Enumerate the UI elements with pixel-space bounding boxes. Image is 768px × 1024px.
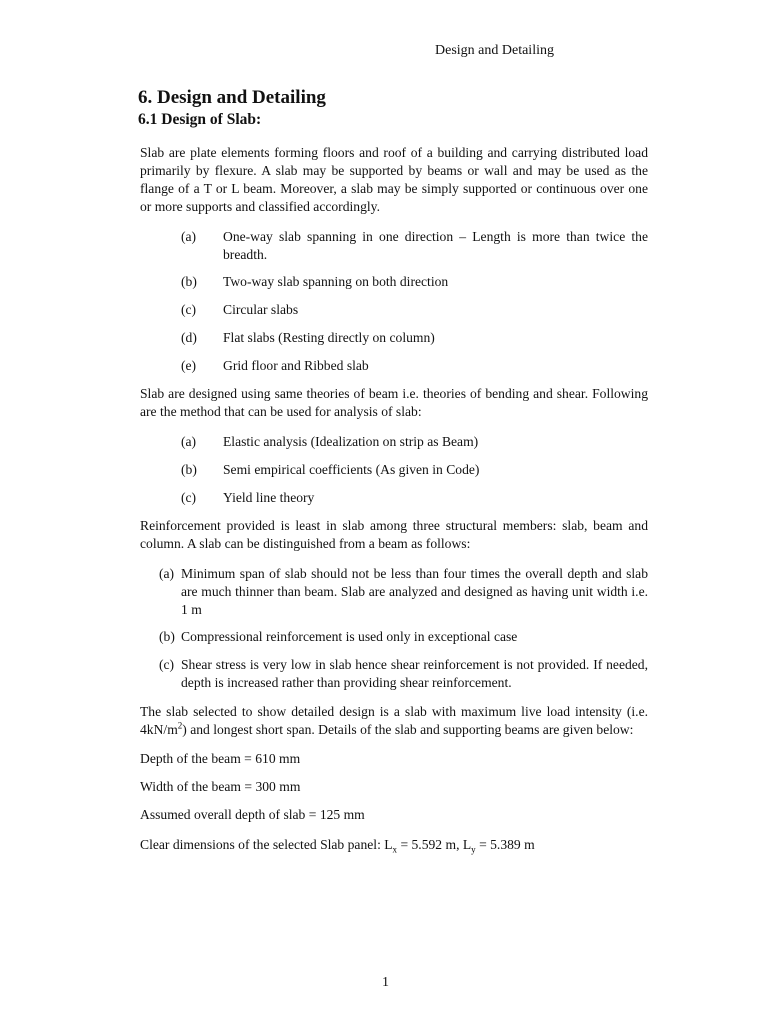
selected-slab-text: The slab selected to show detailed design is a slab with maximum live load intensity (i.e. 4kN/m (140, 704, 648, 737)
selected-slab-text-continued: ) and longest short span. Details of the slab and supporting beams are given below: (182, 722, 634, 737)
list-marker: (a) (181, 229, 197, 244)
analysis-method-item (181, 489, 648, 507)
beam-depth: Depth of the beam = 610 mm (140, 751, 301, 766)
list-marker: (c) (181, 490, 197, 505)
reinforcement-paragraph: Reinforcement provided is least in slab among three structural members: slab, beam and column. A slab can be distinguished from a beam as follows: (140, 518, 648, 551)
intro-paragraph: Slab are plate elements forming floors and roof of a building and carrying distributed load primarily by flexure. A slab may be supported by beams or wall and may be used as the flange of a T or L beam. Moreover, a slab may be simply supported or continuous over one or more supports and classified accordingly. (140, 145, 648, 214)
section-title: 6.1 Design of Slab: (138, 111, 262, 128)
ly-subscript: y (471, 844, 476, 855)
selected-slab-paragraph (140, 703, 648, 739)
analysis-method-item (181, 433, 648, 451)
list-item-text: Semi empirical coefficients (As given in Code) (223, 462, 480, 477)
clear-dimensions (140, 836, 535, 854)
list-item-text: Yield line theory (223, 490, 315, 505)
clear-dimensions-prefix: Clear dimensions of the selected Slab panel: L (140, 837, 393, 852)
ly-value: = 5.389 m (475, 837, 535, 852)
list-item-text: Flat slabs (Resting directly on column) (223, 330, 435, 345)
slab-type-item (181, 228, 648, 264)
slab-depth: Assumed overall depth of slab = 125 mm (140, 807, 365, 822)
list-marker: (b) (159, 629, 175, 644)
slab-type-item (181, 301, 648, 319)
lx-subscript: x (392, 844, 398, 855)
distinction-item (159, 565, 648, 619)
lx-value: = 5.592 m, L (397, 837, 472, 852)
list-marker: (e) (181, 358, 197, 373)
page-number: 1 (382, 975, 389, 990)
slab-type-item (181, 357, 648, 375)
distinction-item (159, 656, 648, 692)
slab-type-item (181, 273, 648, 291)
list-marker: (a) (159, 566, 175, 581)
slab-type-item (181, 329, 648, 347)
list-item-text: Elastic analysis (Idealization on strip as Beam) (223, 434, 479, 449)
list-marker: (b) (181, 274, 197, 289)
list-marker: (d) (181, 330, 197, 345)
list-marker: (c) (159, 657, 175, 672)
list-item-text: Compressional reinforcement is used only in exceptional case (181, 629, 518, 644)
list-item-text: Grid floor and Ribbed slab (223, 358, 369, 373)
list-item-text: Circular slabs (223, 302, 299, 317)
beam-width: Width of the beam = 300 mm (140, 779, 301, 794)
distinction-item (159, 628, 648, 646)
methods-paragraph: Slab are designed using same theories of beam i.e. theories of bending and shear. Following are the method that can be used for analysis of slab: (140, 386, 648, 419)
list-item-text: One-way slab spanning in one direction – Length is more than twice the breadth. (223, 229, 648, 262)
list-marker: (c) (181, 302, 197, 317)
list-item-text: Shear stress is very low in slab hence shear reinforcement is not provided. If needed, depth is increased rather than providing shear reinforcement. (181, 657, 648, 690)
list-marker: (a) (181, 434, 197, 449)
list-item-text: Two-way slab spanning on both direction (223, 274, 449, 289)
unit-exponent: 2 (177, 720, 183, 731)
list-item-text: Minimum span of slab should not be less than four times the overall depth and slab are much thinner than beam. Slab are analyzed and designed as having unit width i.e. 1 m (181, 566, 648, 617)
list-marker: (b) (181, 462, 197, 477)
analysis-method-item (181, 461, 648, 479)
running-header: Design and Detailing (435, 43, 554, 58)
chapter-title: 6. Design and Detailing (138, 87, 326, 108)
